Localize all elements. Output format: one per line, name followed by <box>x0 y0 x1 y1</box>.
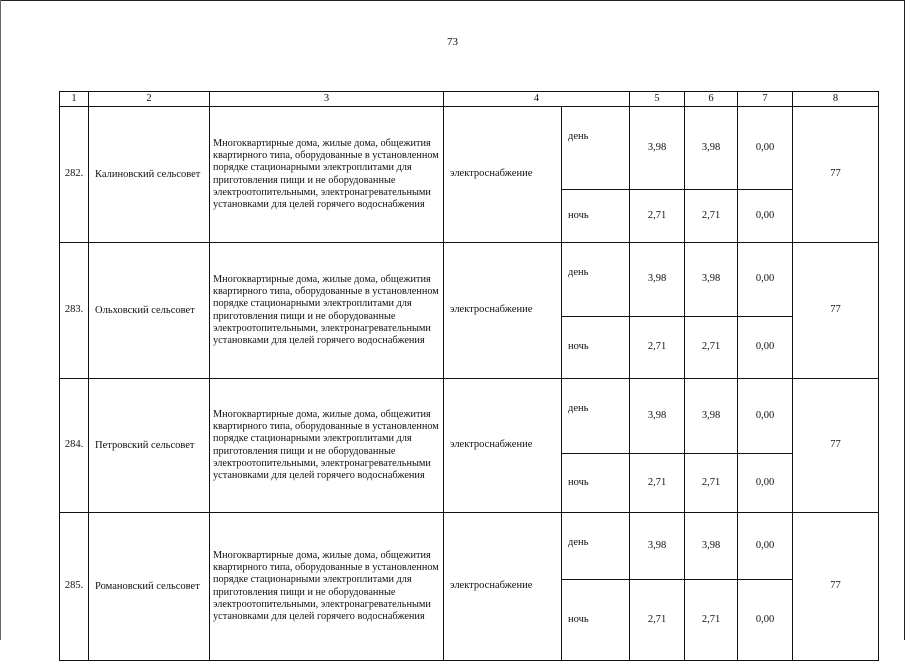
table-row <box>60 107 879 190</box>
day-value-5: 3,98 <box>630 513 685 580</box>
row-number: 284. <box>60 379 89 513</box>
period-day-label: день <box>562 513 630 580</box>
header-cell-2: 2 <box>89 92 210 107</box>
night-value-6: 2,71 <box>685 190 738 243</box>
header-cell-7: 7 <box>738 92 793 107</box>
day-value-7: 0,00 <box>738 379 793 454</box>
header-cell-5: 5 <box>630 92 685 107</box>
night-value-7: 0,00 <box>738 317 793 379</box>
header-cell-1: 1 <box>60 92 89 107</box>
night-value-6: 2,71 <box>685 454 738 513</box>
settlement-name: Петровский сельсовет <box>89 379 210 513</box>
period-night-label: ночь <box>562 580 630 661</box>
settlement-name: Романовский сельсовет <box>89 513 210 661</box>
day-value-5: 3,98 <box>630 243 685 317</box>
total-value: 77 <box>793 243 879 379</box>
night-value-6: 2,71 <box>685 317 738 379</box>
night-value-7: 0,00 <box>738 190 793 243</box>
settlement-name: Калиновский сельсовет <box>89 107 210 243</box>
service-type: электроснабжение <box>444 243 562 379</box>
tariff-table <box>59 91 879 661</box>
night-value-5: 2,71 <box>630 317 685 379</box>
day-value-6: 3,98 <box>685 243 738 317</box>
header-cell-3: 3 <box>210 92 444 107</box>
header-cell-6: 6 <box>685 92 738 107</box>
consumer-category: Многоквартирные дома, жилые дома, общежития квартирного типа, оборудованные в установленном порядке стационарными электроплитами для приготовления пищи и не оборудованные электроотопительными, электронагревательными установками для целей горячего водоснабжения <box>210 379 444 513</box>
table-row <box>60 243 879 317</box>
consumer-category: Многоквартирные дома, жилые дома, общежития квартирного типа, оборудованные в установленном порядке стационарными электроплитами для приготовления пищи и не оборудованные электроотопительными, электронагревательными установками для целей горячего водоснабжения <box>210 243 444 379</box>
table-row <box>60 379 879 454</box>
table-body <box>60 92 879 661</box>
period-night-label: ночь <box>562 317 630 379</box>
night-value-6: 2,71 <box>685 580 738 661</box>
header-cell-4: 4 <box>444 92 630 107</box>
night-value-5: 2,71 <box>630 454 685 513</box>
settlement-name: Ольховский сельсовет <box>89 243 210 379</box>
service-type: электроснабжение <box>444 513 562 661</box>
night-value-7: 0,00 <box>738 454 793 513</box>
consumer-category: Многоквартирные дома, жилые дома, общежития квартирного типа, оборудованные в установленном порядке стационарными электроплитами для приготовления пищи и не оборудованные электроотопительными, электронагревательными установками для целей горячего водоснабжения <box>210 107 444 243</box>
period-night-label: ночь <box>562 190 630 243</box>
page-number: 73 <box>447 36 458 48</box>
period-day-label: день <box>562 243 630 317</box>
night-value-5: 2,71 <box>630 190 685 243</box>
total-value: 77 <box>793 107 879 243</box>
scan-edge-left <box>0 0 1 640</box>
total-value: 77 <box>793 379 879 513</box>
header-cell-8: 8 <box>793 92 879 107</box>
row-number: 285. <box>60 513 89 661</box>
day-value-6: 3,98 <box>685 379 738 454</box>
consumer-category: Многоквартирные дома, жилые дома, общежития квартирного типа, оборудованные в установленном порядке стационарными электроплитами для приготовления пищи и не оборудованные электроотопительными, электронагревательными установками для целей горячего водоснабжения <box>210 513 444 661</box>
day-value-7: 0,00 <box>738 107 793 190</box>
header-row <box>60 92 879 107</box>
total-value: 77 <box>793 513 879 661</box>
period-night-label: ночь <box>562 454 630 513</box>
night-value-7: 0,00 <box>738 580 793 661</box>
row-number: 283. <box>60 243 89 379</box>
day-value-6: 3,98 <box>685 513 738 580</box>
day-value-5: 3,98 <box>630 107 685 190</box>
scan-edge-top <box>0 0 905 1</box>
day-value-7: 0,00 <box>738 243 793 317</box>
table-row <box>60 513 879 580</box>
service-type: электроснабжение <box>444 107 562 243</box>
day-value-6: 3,98 <box>685 107 738 190</box>
row-number: 282. <box>60 107 89 243</box>
service-type: электроснабжение <box>444 379 562 513</box>
night-value-5: 2,71 <box>630 580 685 661</box>
day-value-5: 3,98 <box>630 379 685 454</box>
period-day-label: день <box>562 379 630 454</box>
day-value-7: 0,00 <box>738 513 793 580</box>
period-day-label: день <box>562 107 630 190</box>
